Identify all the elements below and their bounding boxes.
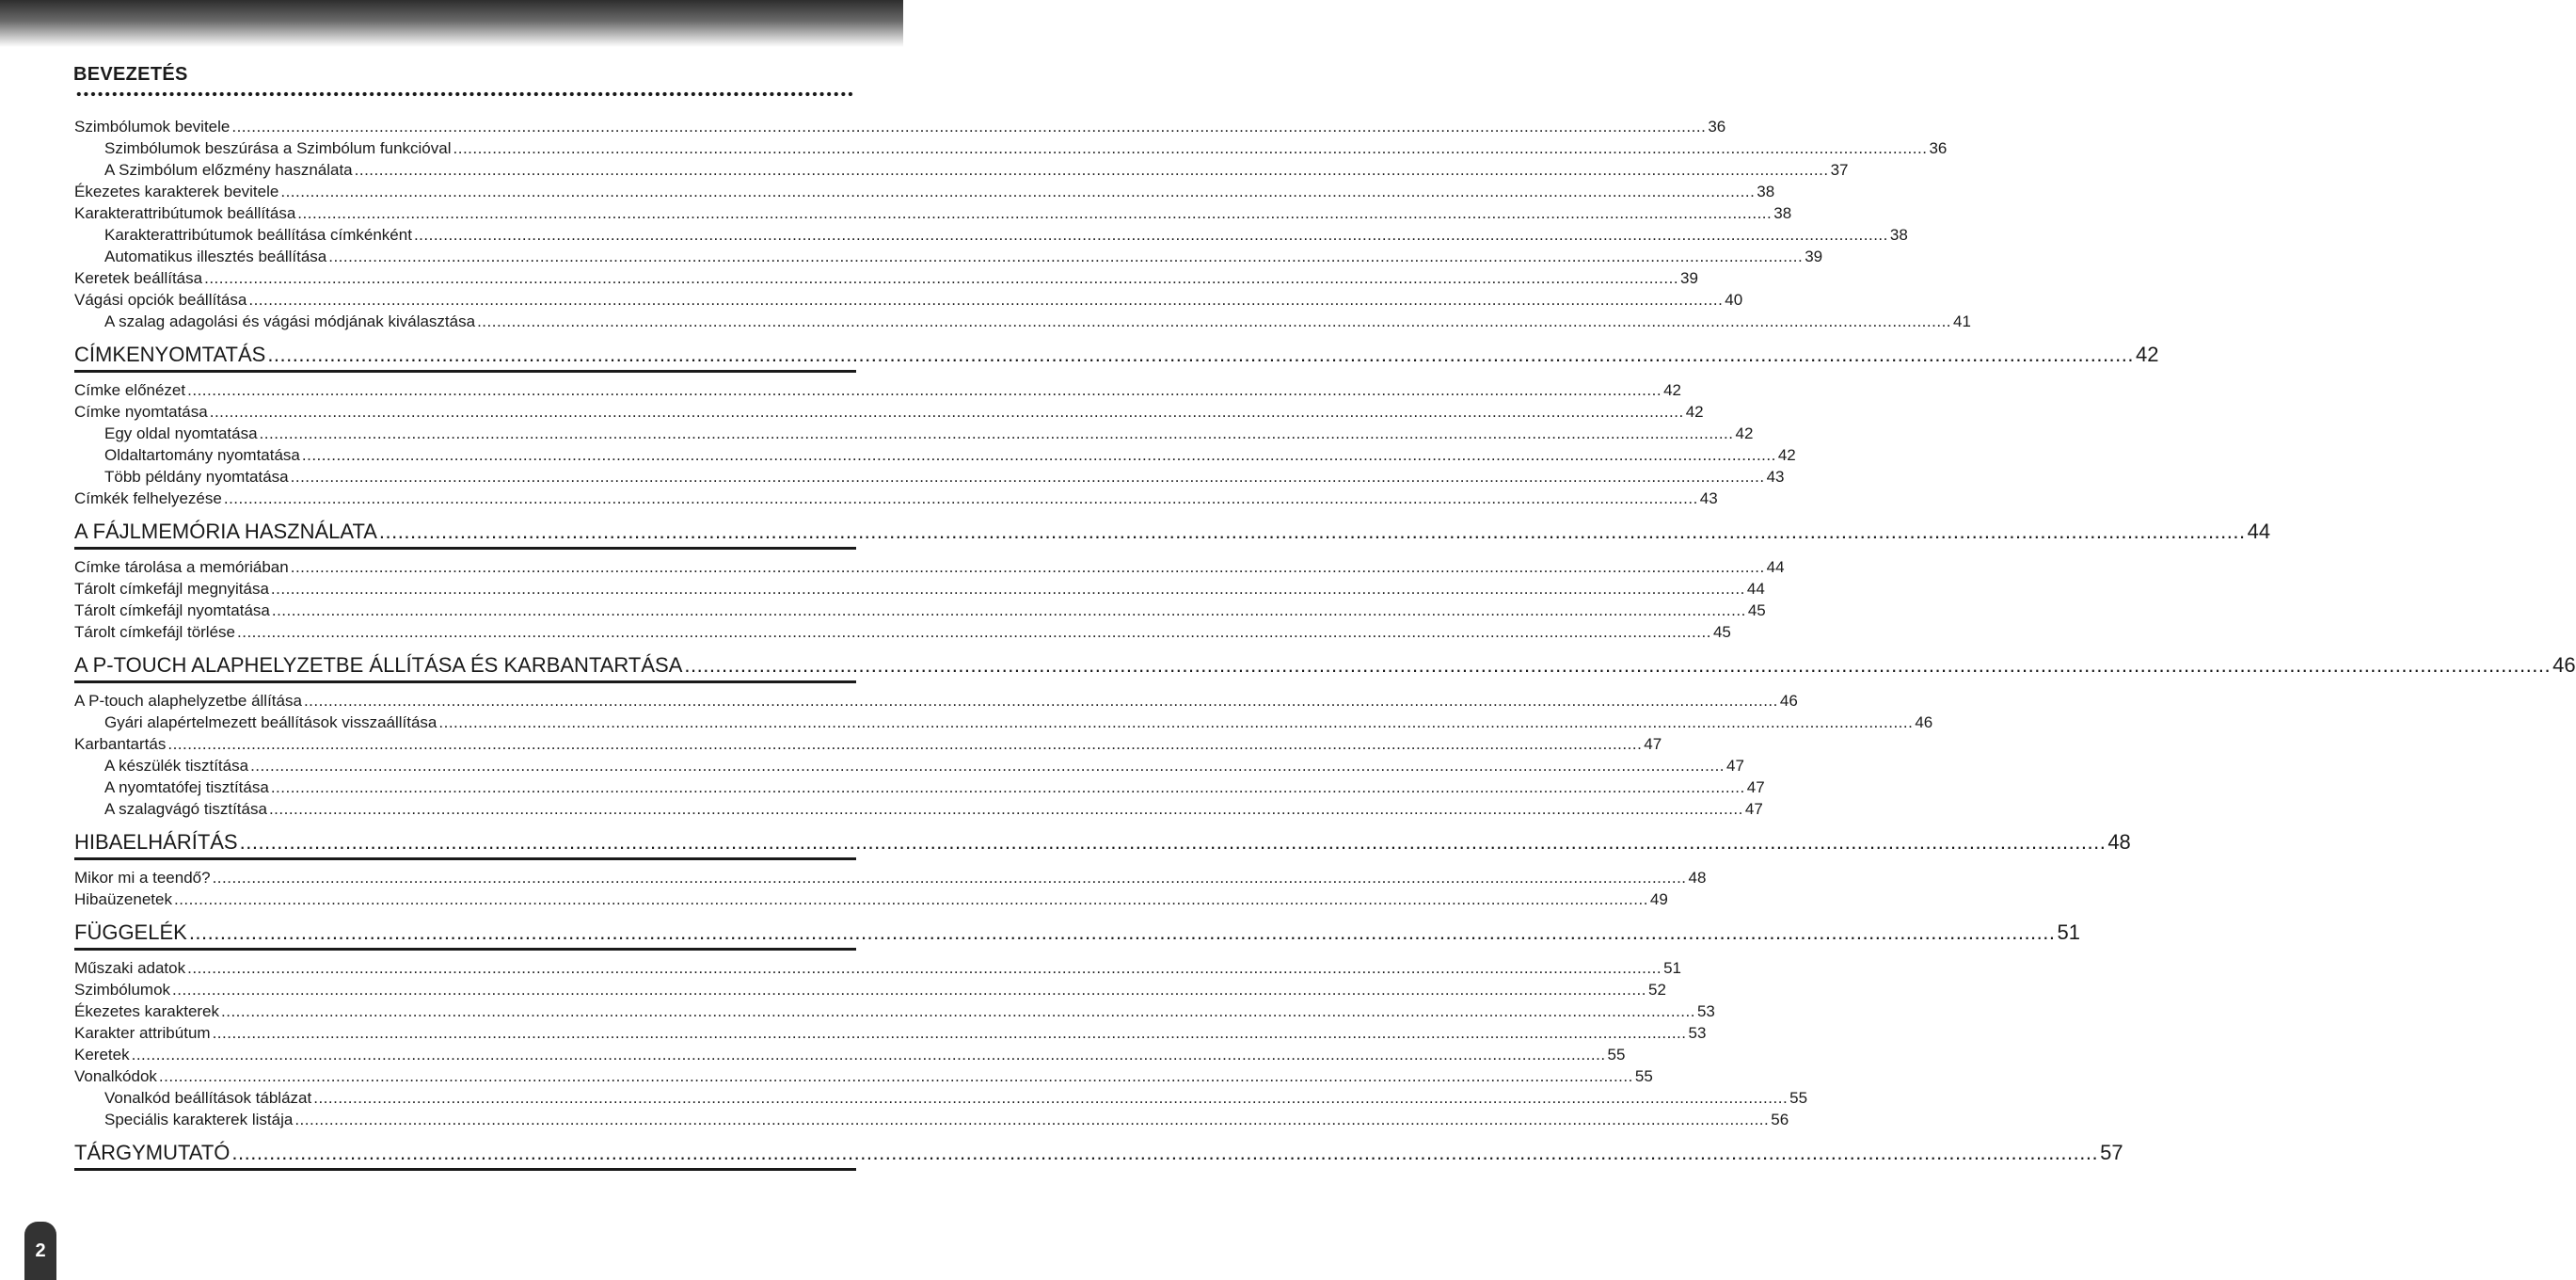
toc-entry-title: A nyomtatófej tisztítása <box>104 778 269 796</box>
toc-entry-page: 48 <box>1688 869 1707 887</box>
toc-entry[interactable] <box>104 424 1754 444</box>
toc-entry-page: 55 <box>1607 1046 1626 1064</box>
toc-entry-page: 38 <box>1773 204 1792 222</box>
toc-entry-title: Tárolt címkefájl megnyitása <box>74 580 269 598</box>
dot-leader: ............................................................................................................................................................................................................................................................................................................ <box>223 489 1698 507</box>
toc-entry-page: 40 <box>1725 291 1743 309</box>
toc-entry-title: CÍMKENYOMTATÁS <box>74 343 266 366</box>
toc-entry-page: 43 <box>1766 468 1785 486</box>
toc-entry-title: Karbantartás <box>74 735 167 753</box>
dotted-divider <box>75 91 854 97</box>
toc-entry[interactable] <box>74 268 1698 289</box>
toc-entry[interactable] <box>74 1023 1707 1044</box>
dot-leader: ............................................................................................................................................................................................................................................................................................................ <box>248 291 1724 309</box>
toc-entry-title: Szimbólumok bevitele <box>74 118 231 136</box>
toc-entry-page: 48 <box>2107 830 2131 854</box>
dot-leader: ............................................................................................................................................................................................................................................................................................................ <box>187 381 1662 399</box>
dot-leader: ............................................................................................................................................................................................................................................................................................................ <box>167 735 1643 753</box>
toc-entry-page: 42 <box>1663 381 1681 399</box>
toc-entry-title: Karakter attribútum <box>74 1024 211 1042</box>
toc-entry-page: 46 <box>2552 653 2576 677</box>
toc-entry[interactable] <box>104 756 1744 776</box>
toc-entry-page: 47 <box>1726 757 1744 775</box>
toc-entry[interactable] <box>74 203 1792 224</box>
toc-entry-title: A szalagvágó tisztítása <box>104 800 267 818</box>
toc-entry-page: 51 <box>2057 920 2080 944</box>
toc-entry-page: 46 <box>1915 713 1933 731</box>
toc-entry-page: 38 <box>1757 183 1775 200</box>
toc-entry-page: 43 <box>1699 489 1718 507</box>
dot-leader: ............................................................................................................................................................................................................................................................................................................ <box>413 226 1888 244</box>
dot-leader: ............................................................................................................................................................................................................................................................................................................ <box>354 161 1829 179</box>
dot-leader: ............................................................................................................................................................................................................................................................................................................ <box>173 890 1648 908</box>
toc-entry-title: Ékezetes karakterek <box>74 1002 220 1020</box>
toc-entry-page: 44 <box>2247 520 2271 543</box>
dot-leader: ............................................................................................................................................................................................................................................................................................................ <box>328 248 1804 265</box>
dot-leader: ............................................................................................................................................................................................................................................................................................................ <box>131 1046 1606 1064</box>
toc-entry-title: Vágási opciók beállítása <box>74 291 247 309</box>
toc-entry[interactable] <box>74 958 1681 979</box>
toc-entry-title: Hibaüzenetek <box>74 890 172 908</box>
toc-chapter[interactable] <box>74 1139 2123 1167</box>
dot-leader: ............................................................................................................................................................................................................................................................................................................ <box>231 1141 2099 1164</box>
toc-entry-page: 57 <box>2100 1141 2123 1164</box>
dot-leader: ............................................................................................................................................................................................................................................................................................................ <box>259 424 1734 442</box>
dot-leader: ............................................................................................................................................................................................................................................................................................................ <box>209 403 1684 421</box>
dot-leader: ............................................................................................................................................................................................................................................................................................................ <box>301 446 1776 464</box>
toc-entry-title: A P-TOUCH ALAPHELYZETBE ÁLLÍTÁSA ÉS KARBANTARTÁSA <box>74 653 683 677</box>
toc-entry-title: HIBAELHÁRÍTÁS <box>74 830 238 854</box>
dot-leader: ............................................................................................................................................................................................................................................................................................................ <box>270 580 1745 598</box>
toc-chapter[interactable] <box>74 828 2131 856</box>
toc-entry-title: Keretek beállítása <box>74 269 203 287</box>
toc-entry-title: Karakterattribútumok beállítása címkénként <box>104 226 412 244</box>
toc-chapter[interactable] <box>74 518 2271 546</box>
toc-entry[interactable] <box>74 600 1766 621</box>
dot-leader: ............................................................................................................................................................................................................................................................................................................ <box>172 981 1646 999</box>
section-title: BEVEZETÉS <box>73 64 188 85</box>
dot-leader: ............................................................................................................................................................................................................................................................................................................ <box>204 269 1679 287</box>
toc-entry-page: 45 <box>1712 623 1731 641</box>
toc-entry-page: 55 <box>1789 1089 1808 1107</box>
toc-entry[interactable] <box>74 1001 1715 1022</box>
dot-leader: ............................................................................................................................................................................................................................................................................................................ <box>477 312 1952 330</box>
toc-entry[interactable] <box>104 138 1948 159</box>
toc-entry-title: Szimbólumok beszúrása a Szimbólum funkcióval <box>104 139 452 157</box>
toc-entry[interactable] <box>104 225 1908 246</box>
toc-entry-title: A FÁJLMEMÓRIA HASZNÁLATA <box>74 520 377 543</box>
toc-entry[interactable] <box>104 312 1971 332</box>
toc-entry-title: Mikor mi a teendő? <box>74 869 211 887</box>
toc-entry[interactable] <box>74 182 1775 202</box>
dot-leader: ............................................................................................................................................................................................................................................................................................................ <box>212 1024 1687 1042</box>
toc-entry-title: A szalag adagolási és vágási módjának kiválasztása <box>104 312 476 330</box>
toc-entry[interactable] <box>74 290 1743 311</box>
toc-entry[interactable] <box>74 488 1718 509</box>
toc-entry-page: 41 <box>1953 312 1971 330</box>
toc-entry-title: Egy oldal nyomtatása <box>104 424 258 442</box>
dot-leader: ............................................................................................................................................................................................................................................................................................................ <box>212 869 1687 887</box>
toc-entry-title: Ékezetes karakterek bevitele <box>74 183 279 200</box>
toc-entry-page: 46 <box>1779 692 1798 710</box>
toc-entry-title: Címke nyomtatása <box>74 403 208 421</box>
toc-entry[interactable] <box>74 889 1668 910</box>
toc-entry-page: 44 <box>1766 558 1785 576</box>
toc-entry-title: Oldaltartomány nyomtatása <box>104 446 300 464</box>
toc-entry-page: 53 <box>1688 1024 1707 1042</box>
toc-entry-title: Műszaki adatok <box>74 959 186 977</box>
toc-entry-title: Speciális karakterek listája <box>104 1111 294 1128</box>
dot-leader: ............................................................................................................................................................................................................................................................................................................ <box>188 920 2056 944</box>
toc-entry-page: 47 <box>1644 735 1662 753</box>
toc-entry-title: Tárolt címkefájl törlése <box>74 623 235 641</box>
toc-entry-page: 52 <box>1648 981 1666 999</box>
toc-entry-title: Címke előnézet <box>74 381 186 399</box>
dot-leader: ............................................................................................................................................................................................................................................................................................................ <box>239 830 2107 854</box>
toc-entry-title: Vonalkód beállítások táblázat <box>104 1089 312 1107</box>
dot-leader: ............................................................................................................................................................................................................................................................................................................ <box>290 558 1765 576</box>
toc-entry-title: Szimbólumok <box>74 981 171 999</box>
dot-leader: ............................................................................................................................................................................................................................................................................................................ <box>294 1111 1770 1128</box>
toc-entry[interactable] <box>104 247 1823 267</box>
toc-entry-title: A P-touch alaphelyzetbe állítása <box>74 692 302 710</box>
toc-chapter[interactable] <box>74 919 2080 947</box>
toc-entry-page: 37 <box>1830 161 1849 179</box>
toc-entry[interactable] <box>104 799 1763 820</box>
dot-leader: ............................................................................................................................................................................................................................................................................................................ <box>221 1002 1695 1020</box>
toc-entry-title: Gyári alapértelmezett beállítások visszaállítása <box>104 713 437 731</box>
toc-entry-title: Címkék felhelyezése <box>74 489 222 507</box>
toc-entry[interactable] <box>74 868 1707 888</box>
toc-entry-page: 42 <box>1685 403 1704 421</box>
toc-entry-page: 56 <box>1771 1111 1789 1128</box>
toc-entry-title: Több példány nyomtatása <box>104 468 289 486</box>
toc-entry[interactable] <box>74 622 1731 643</box>
toc-entry[interactable] <box>74 579 1765 600</box>
dot-leader: ............................................................................................................................................................................................................................................................................................................ <box>378 520 2246 543</box>
toc-entry-title: A Szimbólum előzmény használata <box>104 161 353 179</box>
dot-leader: ............................................................................................................................................................................................................................................................................................................ <box>158 1067 1633 1085</box>
toc-entry-page: 47 <box>1744 800 1763 818</box>
toc-entry-title: TÁRGYMUTATÓ <box>74 1141 231 1164</box>
toc-entry-title: FÜGGELÉK <box>74 920 187 944</box>
toc-entry-page: 49 <box>1649 890 1668 908</box>
dot-leader: ............................................................................................................................................................................................................................................................................................................ <box>453 139 1928 157</box>
toc-entry[interactable] <box>74 1066 1653 1087</box>
toc-entry[interactable] <box>104 467 1785 488</box>
dot-leader: ............................................................................................................................................................................................................................................................................................................ <box>280 183 1756 200</box>
toc-chapter[interactable] <box>74 651 2576 680</box>
toc-entry-page: 55 <box>1634 1067 1653 1085</box>
header-gradient-bar <box>0 0 903 47</box>
toc-entry-title: Keretek <box>74 1046 130 1064</box>
dot-leader: ............................................................................................................................................................................................................................................................................................................ <box>313 1089 1789 1107</box>
toc-entry[interactable] <box>74 691 1798 712</box>
dot-leader: ............................................................................................................................................................................................................................................................................................................ <box>438 713 1914 731</box>
toc-entry[interactable] <box>104 1088 1808 1109</box>
toc-entry-title: Karakterattribútumok beállítása <box>74 204 296 222</box>
toc-entry-page: 53 <box>1696 1002 1715 1020</box>
toc-entry-page: 42 <box>1735 424 1754 442</box>
toc-entry[interactable] <box>104 777 1765 798</box>
dot-leader: ............................................................................................................................................................................................................................................................................................................ <box>267 343 2135 366</box>
dot-leader: ............................................................................................................................................................................................................................................................................................................ <box>297 204 1773 222</box>
toc-entry[interactable] <box>74 380 1681 401</box>
dot-leader: ............................................................................................................................................................................................................................................................................................................ <box>684 653 2552 677</box>
page-number: 2 <box>35 1240 46 1261</box>
toc-entry-page: 47 <box>1746 778 1765 796</box>
toc-entry[interactable] <box>74 980 1666 1000</box>
toc-entry-page: 39 <box>1680 269 1698 287</box>
toc-entry-page: 36 <box>1929 139 1948 157</box>
toc-entry-page: 51 <box>1663 959 1681 977</box>
toc-entry-title: A készülék tisztítása <box>104 757 249 775</box>
toc-entry-page: 39 <box>1805 248 1823 265</box>
toc-entry-page: 36 <box>1708 118 1726 136</box>
toc-entry-page: 44 <box>1746 580 1765 598</box>
toc-entry-title: Tárolt címkefájl nyomtatása <box>74 601 270 619</box>
toc-chapter[interactable] <box>74 341 2159 369</box>
dot-leader: ............................................................................................................................................................................................................................................................................................................ <box>290 468 1765 486</box>
dot-leader: ............................................................................................................................................................................................................................................................................................................ <box>250 757 1725 775</box>
toc-entry-page: 38 <box>1889 226 1908 244</box>
dot-leader: ............................................................................................................................................................................................................................................................................................................ <box>303 692 1778 710</box>
page-number-tab <box>24 1222 56 1280</box>
dot-leader: ............................................................................................................................................................................................................................................................................................................ <box>270 778 1745 796</box>
dot-leader: ............................................................................................................................................................................................................................................................................................................ <box>268 800 1743 818</box>
toc-entry[interactable] <box>74 734 1662 755</box>
toc-entry-page: 42 <box>1777 446 1796 464</box>
toc-entry-page: 42 <box>2136 343 2159 366</box>
toc-entry-title: Vonalkódok <box>74 1067 157 1085</box>
dot-leader: ............................................................................................................................................................................................................................................................................................................ <box>231 118 1707 136</box>
toc-entry[interactable] <box>104 1110 1789 1130</box>
toc-entry[interactable] <box>104 445 1796 466</box>
dot-leader: ............................................................................................................................................................................................................................................................................................................ <box>187 959 1662 977</box>
toc-entry[interactable] <box>74 1045 1626 1065</box>
toc-entry-title: Automatikus illesztés beállítása <box>104 248 327 265</box>
toc-entry-title: Címke tárolása a memóriában <box>74 558 289 576</box>
dot-leader: ............................................................................................................................................................................................................................................................................................................ <box>271 601 1746 619</box>
toc-entry[interactable] <box>104 712 1933 733</box>
dot-leader: ............................................................................................................................................................................................................................................................................................................ <box>237 623 1711 641</box>
toc-entry-page: 45 <box>1747 601 1766 619</box>
toc-entry[interactable] <box>74 557 1785 578</box>
toc-entry[interactable] <box>74 402 1704 423</box>
toc-entry[interactable] <box>104 160 1849 181</box>
toc-entry[interactable] <box>74 117 1726 137</box>
